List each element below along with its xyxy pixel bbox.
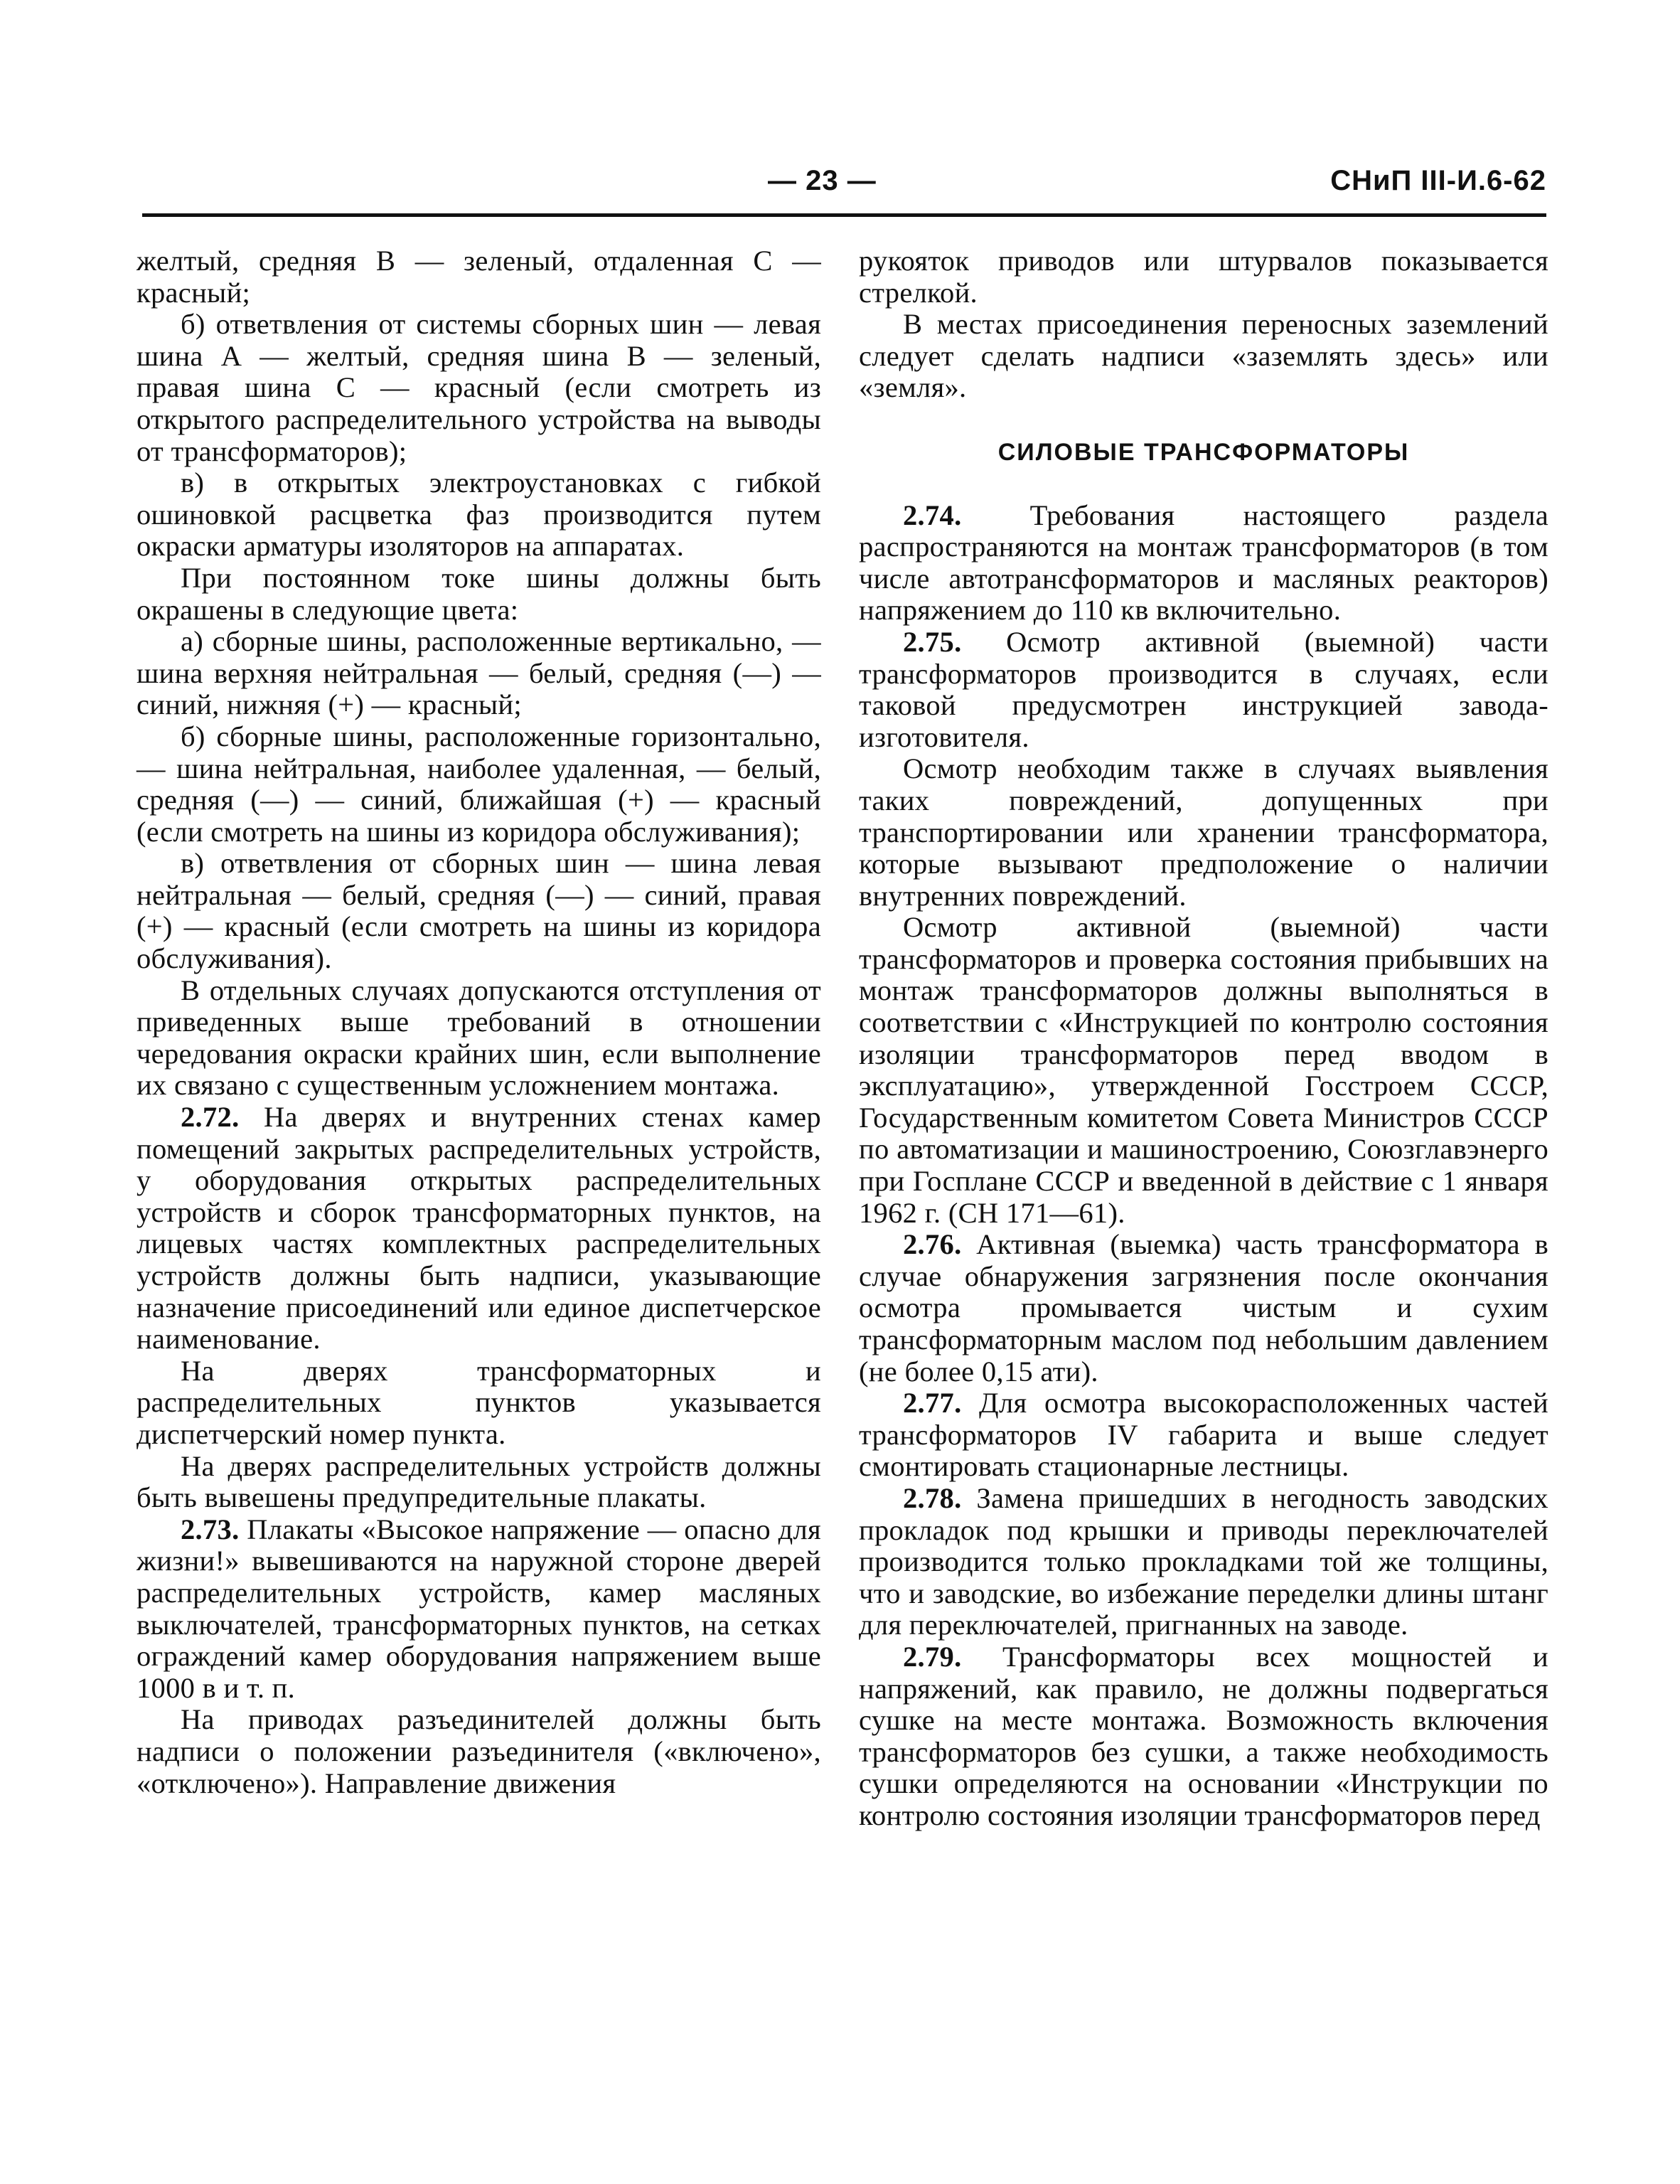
paragraph <box>859 1483 1548 1641</box>
paragraph-text: Осмотр активной (выемной) части трансформаторов и проверка состояния прибывших на монтаж трансформаторов должны выполняться в соответствии с «Инструкцией по контролю состояния изоляции трансформаторов перед вводом в эксплуатацию», утвержденной Госстроем СССР, Государственным комитетом Совета Министров СССР по автоматизации и машиностроению, Союзглавэнерго при Госплане СССР и введенной в действие с 1 января 1962 г. (СН 171—61). <box>859 911 1548 1229</box>
paragraph <box>137 1355 821 1451</box>
clause-number: 2.76. <box>903 1228 962 1261</box>
page-header <box>142 165 1546 208</box>
paragraph-text: в) ответвления от сборных шин — шина левая нейтральная — белый, средняя (—) — синий, правая (+) — красный (если смотреть на шины из коридора обслуживания). <box>137 847 821 975</box>
right-column-top <box>859 245 1548 404</box>
paragraph <box>859 1387 1548 1483</box>
paragraph <box>137 1102 821 1355</box>
paragraph-text: На дверях распределительных устройств должны быть вывешены предупредительные плакаты. <box>137 1449 821 1514</box>
paragraph-text: б) ответвления от системы сборных шин — левая шина А — желтый, средняя шина В — зеленый, правая шина С — красный (если смотреть из открытого распределительного устройства на выводы от трансформаторов); <box>137 308 821 467</box>
header-rule <box>142 213 1546 217</box>
right-column <box>859 245 1548 1832</box>
section-title: СИЛОВЫЕ ТРАНСФОРМАТОРЫ <box>997 438 1410 466</box>
paragraph <box>859 245 1548 309</box>
paragraph <box>859 1229 1548 1387</box>
paragraph <box>137 1514 821 1705</box>
paragraph-text: Для осмотра высокорасположенных частей трансформаторов IV габарита и выше следует смонтировать стационарные лестницы. <box>859 1387 1548 1483</box>
paragraph-text: в) в открытых электроустановках с гибкой ошиновкой расцветка фаз производится путем окраски арматуры изоляторов на аппаратах. <box>137 467 821 563</box>
paragraph <box>137 1704 821 1799</box>
clause-number: 2.77. <box>903 1387 962 1419</box>
paragraph-text: Требования настоящего раздела распространяются на монтаж трансформаторов (в том числе автотрансформаторов и масляных реакторов) напряжением до 110 кв включительно. <box>859 499 1548 627</box>
paragraph-text: В местах присоединения переносных заземлений следует сделать надписи «заземлять здесь» или «земля». <box>859 308 1548 404</box>
clause-number: 2.72. <box>181 1101 240 1134</box>
clause-number: 2.75. <box>903 625 962 658</box>
paragraph-text: При постоянном токе шины должны быть окрашены в следующие цвета: <box>137 561 821 626</box>
paragraph-text: Осмотр необходим также в случаях выявления таких повреждений, допущенных при транспортировании или хранении трансформатора, которые вызывают предположение о наличии внутренних повреждений. <box>859 752 1548 912</box>
paragraph-text: На приводах разъединителей должны быть надписи о положении разъединителя («включено», «отключено»). Направление движения <box>137 1703 821 1799</box>
paragraph <box>859 627 1548 753</box>
paragraph <box>137 626 821 721</box>
paragraph-text: На дверях и внутренних стенах камер помещений закрытых распределительных устройств, у оборудования открытых распределительных устройств и сборок трансформаторных пунктов, на лицевых частях комплектных распределительных устройств должны быть надписи, указывающие назначение присоединений или единое диспетчерское наименование. <box>137 1101 821 1355</box>
paragraph <box>859 1641 1548 1832</box>
paragraph <box>137 1451 821 1514</box>
clause-number: 2.78. <box>903 1481 962 1514</box>
paragraph-text: рукояток приводов или штурвалов показывается стрелкой. <box>859 245 1548 309</box>
paragraph-text: Плакаты «Высокое напряжение — опасно для жизни!» вывешиваются на наружной стороне дверей распределительных устройств, камер масляных выключателей, трансформаторных пунктов, на сетках ограждений камер оборудования напряжением выше 1000 в и т. п. <box>137 1513 821 1704</box>
paragraph-text: Замена пришедших в негодность заводских прокладок под крышки и приводы переключателей производится только прокладками той же толщины, что и заводские, во избежание переделки длины штанг для переключателей, пригнанных на заводе. <box>859 1481 1548 1641</box>
paragraph-text: Трансформаторы всех мощностей и напряжений, как правило, не должны подвергаться сушке на месте монтажа. Возможность включения трансформаторов без сушки, а также необходимость сушки определяются на основании «Инструкции по контролю состояния изоляции трансформаторов перед <box>859 1640 1548 1831</box>
paragraph <box>137 467 821 563</box>
page-number: — 23 — <box>768 165 877 196</box>
paragraph <box>137 848 821 974</box>
clause-number: 2.74. <box>903 499 962 531</box>
paragraph <box>137 975 821 1102</box>
paragraph <box>137 721 821 848</box>
paragraph <box>859 912 1548 1229</box>
left-column <box>137 245 821 1799</box>
paragraph <box>859 753 1548 912</box>
paragraph <box>137 245 821 309</box>
paragraph-text: Активная (выемка) часть трансформатора в случае обнаружения загрязнения после окончания осмотра промывается чистым и сухим трансформаторным маслом под небольшим давлением (не более 0,15 ати). <box>859 1228 1548 1387</box>
paragraph <box>137 309 821 467</box>
clause-number: 2.73. <box>181 1513 240 1545</box>
paragraph <box>859 500 1548 627</box>
clause-number: 2.79. <box>903 1640 962 1673</box>
document-code: СНиП III-И.6-62 <box>1330 165 1546 196</box>
paragraph <box>137 563 821 626</box>
paragraph-text: На дверях трансформаторных и распределительных пунктов указывается диспетчерский номер пункта. <box>137 1354 821 1450</box>
paragraph <box>859 309 1548 404</box>
paragraph-text: В отдельных случаях допускаются отступления от приведенных выше требований в отношении чередования окраски крайних шин, если выполнение их связано с существенным усложнением монтажа. <box>137 974 821 1102</box>
paragraph-text: Осмотр активной (выемной) части трансформаторов производится в случаях, если таковой предусмотрен инструкцией завода-изготовителя. <box>859 625 1548 753</box>
right-column-main <box>859 500 1548 1832</box>
paragraph-text: б) сборные шины, расположенные горизонтально, — шина нейтральная, наиболее удаленная, — белый, средняя (—) — синий, ближайшая (+) — красный (если смотреть на шины из коридора обслуживания); <box>137 720 821 848</box>
paragraph-text: а) сборные шины, расположенные вертикально, — шина верхняя нейтральная — белый, средняя (—) — синий, нижняя (+) — красный; <box>137 625 821 721</box>
paragraph-text: желтый, средняя В — зеленый, отдаленная С — красный; <box>137 245 821 309</box>
